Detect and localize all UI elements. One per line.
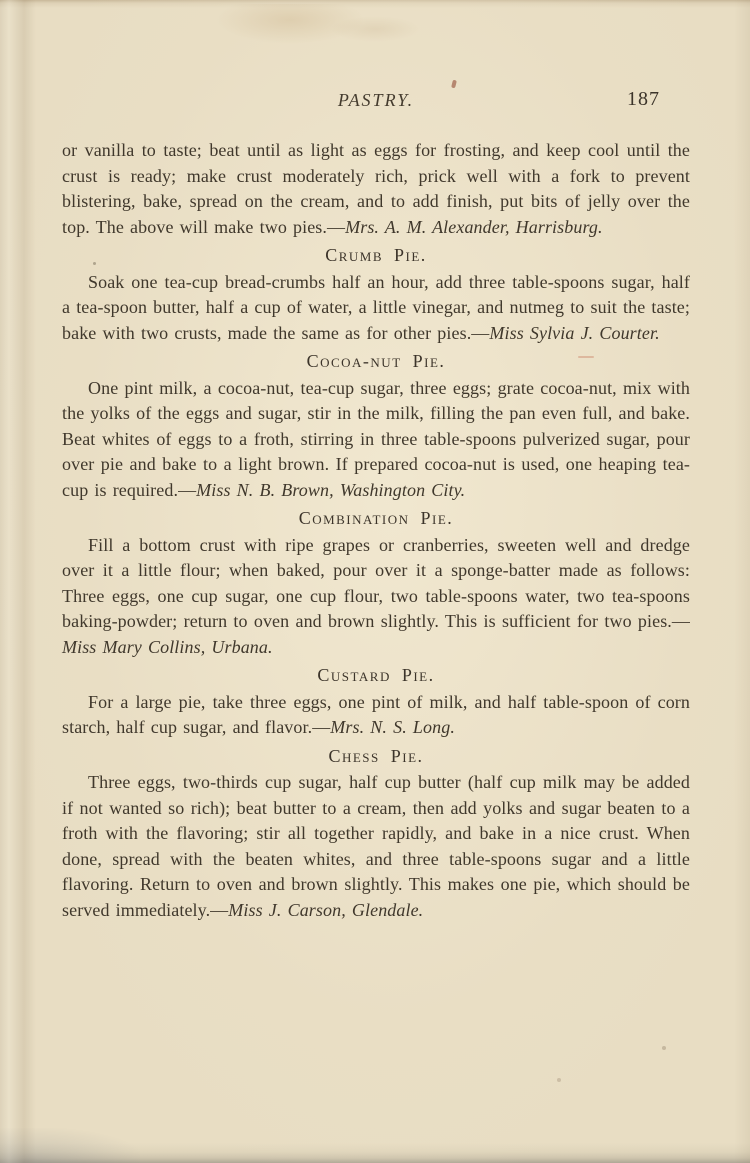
page-corner-smudge [0, 1128, 140, 1163]
recipe-paragraph [62, 376, 690, 504]
recipe-heading: Crumb Pie. [325, 245, 427, 265]
recipe-text: Soak one tea-cup bread-crumbs half an hour, add three table-spoons sugar, half a tea-spoon butter, half a cup of water, a little vinegar, and nutmeg to suit the taste; bake with two crusts, made the same as for other pies.— [62, 271, 690, 343]
recipe-paragraph [62, 138, 690, 240]
recipe-text: One pint milk, a cocoa-nut, tea-cup sugar, three eggs; grate cocoa-nut, mix with the yolks of the eggs and sugar, stir in the milk, filling the pan even full, and bake. Beat whites of eggs to a froth, stirring in three table-spoons pulverized sugar, pour over pie and bake to a light brown. If prepared cocoa-nut is used, one heaping tea-cup is required.— [62, 377, 690, 500]
recipe-section-crumb-pie [62, 243, 690, 346]
recipe-paragraph [62, 533, 690, 661]
recipe-heading: Cocoa-nut Pie. [306, 351, 446, 371]
running-head [62, 90, 690, 116]
recipe-text: or vanilla to taste; beat until as light as eggs for frosting, and keep cool until the crust is ready; make crust moderately rich, prick well with a fork to prevent blistering, bake, spread on the cream, and to add finish, put bits of jelly over the top. The above will make two pies.— [62, 140, 690, 237]
recipe-heading: Chess Pie. [328, 745, 424, 766]
recipe-text: Three eggs, two-thirds cup sugar, half cup butter (half cup milk may be added if not wanted so rich); beat butter to a cream, then add yolks and sugar beaten to a froth with the flavoring; stir all together rapidly, and bake in a nice crust. When done, spread with the beaten whites, and three table-spoons sugar and a little flavoring. Return to oven and brown slightly. This makes one pie, which should be served immediately.— [62, 772, 690, 920]
recipe-section-custard-pie [62, 663, 690, 741]
recipe-attribution: Miss J. Carson, Glendale. [228, 899, 424, 920]
recipe-section-chess-pie [62, 744, 690, 924]
paper-speck [662, 1046, 666, 1050]
paper-speck [557, 1078, 561, 1082]
recipe-section-continuation [62, 138, 690, 240]
recipe-paragraph [62, 690, 690, 741]
recipe-text: Fill a bottom crust with ripe grapes or cranberries, sweeten well and dredge over it a little flour; when baked, pour over it a sponge-batter made as follows: Three eggs, one cup sugar, one cup flour, two table-spoons water, two tea-spoons baking-powder; return to oven and brown slightly. This is sufficient for two pies.— [62, 534, 690, 631]
page-number: 187 [627, 88, 660, 110]
recipe-section-cocoa-nut-pie [62, 349, 690, 503]
recipe-attribution: Miss Mary Collins, Urbana. [62, 636, 273, 657]
recipe-heading: Custard Pie. [317, 665, 435, 685]
recipe-text: For a large pie, take three eggs, one pint of milk, and half table-spoon of corn starch, half cup sugar, and flavor.— [62, 691, 690, 737]
recipe-attribution: Miss Sylvia J. Courter. [489, 322, 660, 343]
recipe-attribution: Miss N. B. Brown, Washington City. [196, 479, 466, 500]
recipe-paragraph [62, 770, 690, 923]
recipe-section-combination-pie [62, 506, 690, 660]
recipe-paragraph [62, 270, 690, 347]
recipe-attribution: Mrs. A. M. Alexander, Harrisburg. [345, 216, 603, 237]
recipe-heading: Combination Pie. [298, 508, 454, 528]
recipe-attribution: Mrs. N. S. Long. [330, 717, 455, 737]
running-head-title: PASTRY. [337, 90, 415, 110]
